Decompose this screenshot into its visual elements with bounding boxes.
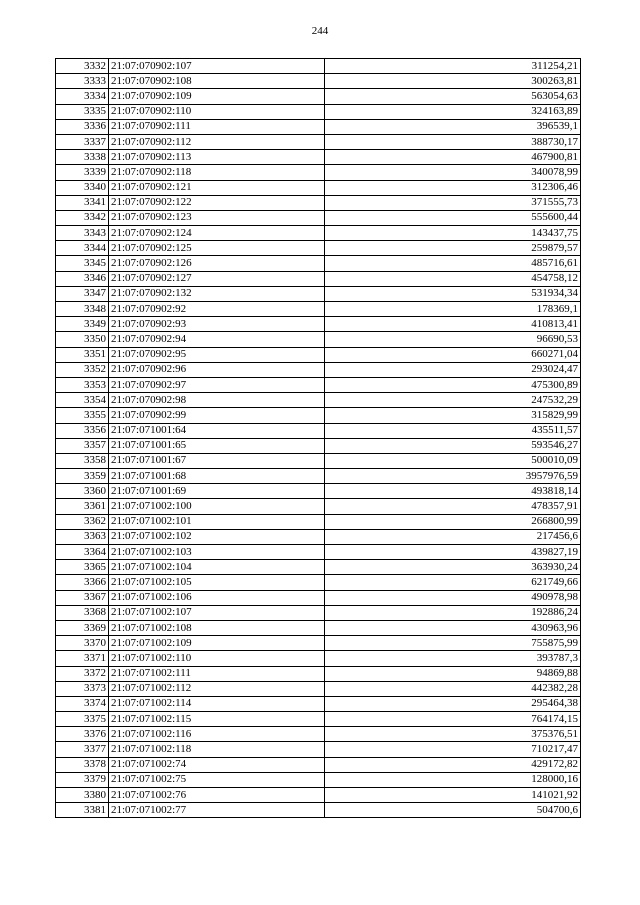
row-number-cell: 3367 (56, 590, 109, 605)
cadastral-number-cell: 21:07:070902:111 (109, 119, 325, 134)
row-number-cell: 3371 (56, 651, 109, 666)
table-row (56, 772, 581, 787)
cadastral-number-cell: 21:07:070902:126 (109, 256, 325, 271)
table-row (56, 226, 581, 241)
value-cell: 621749,66 (325, 575, 581, 590)
value-cell: 217456,6 (325, 529, 581, 544)
row-number-cell: 3349 (56, 317, 109, 332)
row-number-cell: 3380 (56, 788, 109, 803)
row-number-cell: 3365 (56, 560, 109, 575)
value-cell: 531934,34 (325, 286, 581, 301)
value-cell: 388730,17 (325, 134, 581, 149)
table-row (56, 453, 581, 468)
row-number-cell: 3332 (56, 59, 109, 74)
table-row (56, 560, 581, 575)
value-cell: 442382,28 (325, 681, 581, 696)
value-cell: 371555,73 (325, 195, 581, 210)
table-row (56, 362, 581, 377)
row-number-cell: 3342 (56, 210, 109, 225)
cadastral-number-cell: 21:07:070902:107 (109, 59, 325, 74)
cadastral-number-cell: 21:07:071002:116 (109, 727, 325, 742)
row-number-cell: 3353 (56, 377, 109, 392)
value-cell: 143437,75 (325, 226, 581, 241)
cadastral-number-cell: 21:07:070902:124 (109, 226, 325, 241)
table-row (56, 438, 581, 453)
cadastral-number-cell: 21:07:071002:118 (109, 742, 325, 757)
table-row (56, 423, 581, 438)
cadastral-number-cell: 21:07:070902:97 (109, 377, 325, 392)
value-cell: 710217,47 (325, 742, 581, 757)
cadastral-number-cell: 21:07:071001:68 (109, 469, 325, 484)
table-row (56, 393, 581, 408)
table-row (56, 271, 581, 286)
table-row (56, 302, 581, 317)
row-number-cell: 3368 (56, 605, 109, 620)
value-cell: 96690,53 (325, 332, 581, 347)
value-cell: 141021,92 (325, 788, 581, 803)
cadastral-number-cell: 21:07:070902:94 (109, 332, 325, 347)
table-row (56, 347, 581, 362)
cadastral-number-cell: 21:07:070902:113 (109, 150, 325, 165)
table-row (56, 408, 581, 423)
table-row (56, 119, 581, 134)
table-row (56, 59, 581, 74)
cadastral-number-cell: 21:07:070902:132 (109, 286, 325, 301)
value-cell: 178369,1 (325, 302, 581, 317)
row-number-cell: 3356 (56, 423, 109, 438)
table-row (56, 529, 581, 544)
table-row (56, 727, 581, 742)
cadastral-number-cell: 21:07:071002:102 (109, 529, 325, 544)
value-cell: 435511,57 (325, 423, 581, 438)
row-number-cell: 3375 (56, 712, 109, 727)
row-number-cell: 3347 (56, 286, 109, 301)
row-number-cell: 3351 (56, 347, 109, 362)
cadastral-number-cell: 21:07:071002:104 (109, 560, 325, 575)
row-number-cell: 3352 (56, 362, 109, 377)
table-row (56, 666, 581, 681)
row-number-cell: 3348 (56, 302, 109, 317)
table-row (56, 256, 581, 271)
row-number-cell: 3355 (56, 408, 109, 423)
cadastral-number-cell: 21:07:071002:112 (109, 681, 325, 696)
value-cell: 467900,81 (325, 150, 581, 165)
value-cell: 764174,15 (325, 712, 581, 727)
value-cell: 660271,04 (325, 347, 581, 362)
cadastral-number-cell: 21:07:071001:69 (109, 484, 325, 499)
row-number-cell: 3366 (56, 575, 109, 590)
table-row (56, 514, 581, 529)
row-number-cell: 3337 (56, 134, 109, 149)
cadastral-number-cell: 21:07:071002:107 (109, 605, 325, 620)
table-row (56, 150, 581, 165)
cadastral-number-cell: 21:07:070902:96 (109, 362, 325, 377)
row-number-cell: 3338 (56, 150, 109, 165)
row-number-cell: 3362 (56, 514, 109, 529)
cadastral-number-cell: 21:07:071002:109 (109, 636, 325, 651)
cadastral-number-cell: 21:07:070902:108 (109, 74, 325, 89)
row-number-cell: 3359 (56, 469, 109, 484)
table-row (56, 575, 581, 590)
value-cell: 293024,47 (325, 362, 581, 377)
value-cell: 563054,63 (325, 89, 581, 104)
cadastral-number-cell: 21:07:070902:112 (109, 134, 325, 149)
table-row (56, 484, 581, 499)
value-cell: 396539,1 (325, 119, 581, 134)
cadastral-number-cell: 21:07:071002:100 (109, 499, 325, 514)
value-cell: 266800,99 (325, 514, 581, 529)
row-number-cell: 3360 (56, 484, 109, 499)
table-row (56, 803, 581, 818)
cadastral-number-cell: 21:07:071002:75 (109, 772, 325, 787)
table-row (56, 165, 581, 180)
value-cell: 478357,91 (325, 499, 581, 514)
cadastral-number-cell: 21:07:070902:99 (109, 408, 325, 423)
value-cell: 555600,44 (325, 210, 581, 225)
row-number-cell: 3336 (56, 119, 109, 134)
cadastral-number-cell: 21:07:071002:114 (109, 696, 325, 711)
cadastral-number-cell: 21:07:070902:125 (109, 241, 325, 256)
value-cell: 475300,89 (325, 377, 581, 392)
cadastral-number-cell: 21:07:070902:109 (109, 89, 325, 104)
cadastral-number-cell: 21:07:070902:123 (109, 210, 325, 225)
row-number-cell: 3364 (56, 545, 109, 560)
table-row (56, 317, 581, 332)
row-number-cell: 3363 (56, 529, 109, 544)
table-row (56, 210, 581, 225)
row-number-cell: 3376 (56, 727, 109, 742)
row-number-cell: 3333 (56, 74, 109, 89)
cadastral-number-cell: 21:07:071002:77 (109, 803, 325, 818)
table-row (56, 89, 581, 104)
table-row (56, 696, 581, 711)
table-row (56, 545, 581, 560)
value-cell: 295464,38 (325, 696, 581, 711)
cadastral-number-cell: 21:07:070902:122 (109, 195, 325, 210)
row-number-cell: 3379 (56, 772, 109, 787)
table-row (56, 757, 581, 772)
cadastral-number-cell: 21:07:070902:118 (109, 165, 325, 180)
row-number-cell: 3341 (56, 195, 109, 210)
value-cell: 128000,16 (325, 772, 581, 787)
row-number-cell: 3370 (56, 636, 109, 651)
cadastral-number-cell: 21:07:071002:115 (109, 712, 325, 727)
cadastral-number-cell: 21:07:070902:95 (109, 347, 325, 362)
table-row (56, 788, 581, 803)
value-cell: 375376,51 (325, 727, 581, 742)
table-row (56, 469, 581, 484)
value-cell: 454758,12 (325, 271, 581, 286)
cadastral-number-cell: 21:07:071002:111 (109, 666, 325, 681)
cadastral-number-cell: 21:07:071002:110 (109, 651, 325, 666)
row-number-cell: 3357 (56, 438, 109, 453)
value-cell: 94869,88 (325, 666, 581, 681)
row-number-cell: 3340 (56, 180, 109, 195)
value-cell: 430963,96 (325, 620, 581, 635)
cadastral-number-cell: 21:07:070902:92 (109, 302, 325, 317)
row-number-cell: 3335 (56, 104, 109, 119)
row-number-cell: 3354 (56, 393, 109, 408)
row-number-cell: 3334 (56, 89, 109, 104)
cadastral-number-cell: 21:07:071002:108 (109, 620, 325, 635)
row-number-cell: 3346 (56, 271, 109, 286)
value-cell: 324163,89 (325, 104, 581, 119)
table-row (56, 636, 581, 651)
value-cell: 410813,41 (325, 317, 581, 332)
value-cell: 439827,19 (325, 545, 581, 560)
value-cell: 315829,99 (325, 408, 581, 423)
table-row (56, 377, 581, 392)
value-cell: 340078,99 (325, 165, 581, 180)
value-cell: 393787,3 (325, 651, 581, 666)
registry-table-body (56, 59, 581, 818)
value-cell: 490978,98 (325, 590, 581, 605)
table-row (56, 499, 581, 514)
table-row (56, 104, 581, 119)
value-cell: 192886,24 (325, 605, 581, 620)
row-number-cell: 3378 (56, 757, 109, 772)
value-cell: 493818,14 (325, 484, 581, 499)
table-row (56, 605, 581, 620)
cadastral-number-cell: 21:07:070902:127 (109, 271, 325, 286)
table-row (56, 180, 581, 195)
cadastral-number-cell: 21:07:070902:93 (109, 317, 325, 332)
row-number-cell: 3344 (56, 241, 109, 256)
row-number-cell: 3381 (56, 803, 109, 818)
value-cell: 3957976,59 (325, 469, 581, 484)
page-number: 244 (311, 25, 329, 37)
value-cell: 429172,82 (325, 757, 581, 772)
value-cell: 500010,09 (325, 453, 581, 468)
row-number-cell: 3361 (56, 499, 109, 514)
table-row (56, 712, 581, 727)
cadastral-number-cell: 21:07:070902:98 (109, 393, 325, 408)
table-row (56, 74, 581, 89)
table-row (56, 590, 581, 605)
cadastral-number-cell: 21:07:071001:65 (109, 438, 325, 453)
cadastral-number-cell: 21:07:071001:64 (109, 423, 325, 438)
value-cell: 247532,29 (325, 393, 581, 408)
cadastral-number-cell: 21:07:070902:121 (109, 180, 325, 195)
value-cell: 363930,24 (325, 560, 581, 575)
table-row (56, 332, 581, 347)
row-number-cell: 3372 (56, 666, 109, 681)
cadastral-number-cell: 21:07:071002:106 (109, 590, 325, 605)
value-cell: 300263,81 (325, 74, 581, 89)
table-row (56, 241, 581, 256)
row-number-cell: 3374 (56, 696, 109, 711)
cadastral-number-cell: 21:07:071002:101 (109, 514, 325, 529)
row-number-cell: 3358 (56, 453, 109, 468)
table-row (56, 195, 581, 210)
row-number-cell: 3377 (56, 742, 109, 757)
value-cell: 312306,46 (325, 180, 581, 195)
row-number-cell: 3339 (56, 165, 109, 180)
cadastral-number-cell: 21:07:071001:67 (109, 453, 325, 468)
table-row (56, 134, 581, 149)
row-number-cell: 3350 (56, 332, 109, 347)
table-row (56, 651, 581, 666)
value-cell: 259879,57 (325, 241, 581, 256)
row-number-cell: 3343 (56, 226, 109, 241)
table-row (56, 620, 581, 635)
registry-table (55, 58, 581, 818)
cadastral-number-cell: 21:07:071002:103 (109, 545, 325, 560)
row-number-cell: 3369 (56, 620, 109, 635)
value-cell: 755875,99 (325, 636, 581, 651)
cadastral-number-cell: 21:07:071002:105 (109, 575, 325, 590)
value-cell: 485716,61 (325, 256, 581, 271)
table-row (56, 742, 581, 757)
value-cell: 311254,21 (325, 59, 581, 74)
table-row (56, 286, 581, 301)
cadastral-number-cell: 21:07:070902:110 (109, 104, 325, 119)
row-number-cell: 3345 (56, 256, 109, 271)
cadastral-number-cell: 21:07:071002:76 (109, 788, 325, 803)
cadastral-number-cell: 21:07:071002:74 (109, 757, 325, 772)
table-row (56, 681, 581, 696)
value-cell: 593546,27 (325, 438, 581, 453)
row-number-cell: 3373 (56, 681, 109, 696)
value-cell: 504700,6 (325, 803, 581, 818)
